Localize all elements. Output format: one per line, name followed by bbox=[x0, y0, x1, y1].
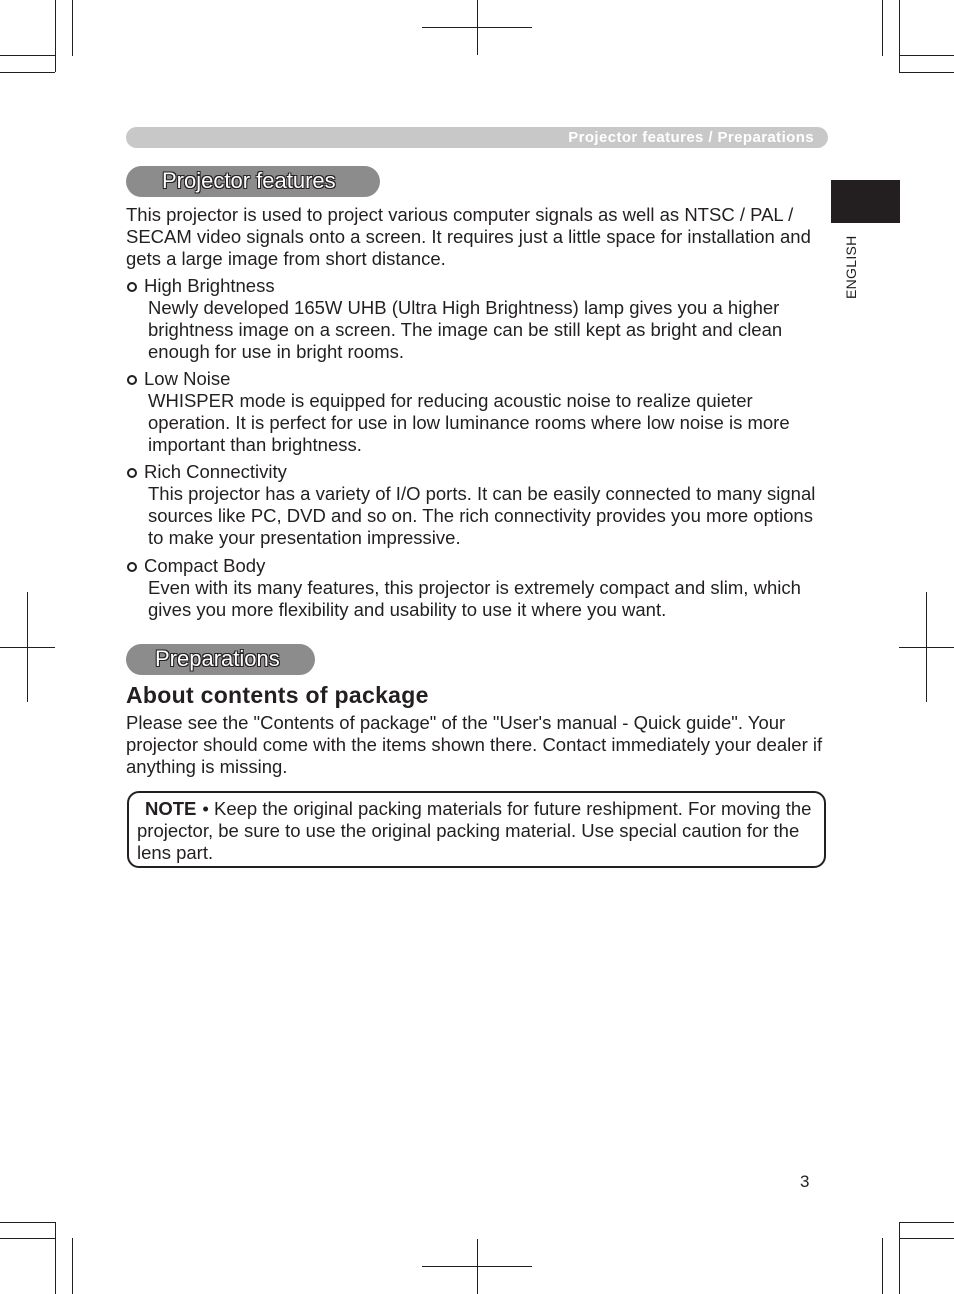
bullet-ring-icon bbox=[127, 375, 137, 385]
bullet-ring-icon bbox=[127, 562, 137, 572]
crop-mark bbox=[72, 1238, 73, 1294]
language-tab bbox=[831, 180, 900, 223]
section-title-text: Projector features bbox=[162, 168, 336, 193]
crop-mark bbox=[55, 0, 56, 72]
features-intro: This projector is used to project various computer signals as well as NTSC / PAL / SECAM video signals onto a screen. It requires just a little space for installation and gets a large image from short distance. bbox=[126, 204, 811, 269]
crop-mark bbox=[422, 27, 532, 28]
crop-mark bbox=[0, 647, 55, 648]
feature-title-compact-body: Compact Body bbox=[127, 555, 265, 577]
section-title-features bbox=[126, 166, 380, 197]
crop-mark bbox=[72, 0, 73, 56]
note-text: • Keep the original packing materials for future reshipment. For moving the projector, be sure to use the original packing material. Use special caution for the lens part. bbox=[137, 798, 812, 863]
crop-mark bbox=[899, 72, 954, 73]
note-paragraph bbox=[137, 798, 817, 864]
note-box bbox=[127, 791, 826, 868]
language-label: ENGLISH bbox=[843, 235, 859, 299]
breadcrumb: Projector features / Preparations bbox=[568, 129, 814, 146]
feature-text-low-noise: WHISPER mode is equipped for reducing acoustic noise to realize quieter operation. It is perfect for use in low luminance rooms where low noise is more important than brightness. bbox=[148, 390, 790, 455]
section-title-preparations bbox=[126, 644, 315, 675]
preparations-text: Please see the "Contents of package" of the "User's manual - Quick guide". Your projector should come with the items shown there. Contact immediately your dealer if anything is missing. bbox=[126, 712, 823, 777]
crop-mark bbox=[0, 55, 55, 56]
feature-title-rich-connectivity: Rich Connectivity bbox=[127, 461, 287, 483]
feature-text-high-brightness: Newly developed 165W UHB (Ultra High Brightness) lamp gives you a higher brightness image on a screen. The image can be still kept as bright and clean enough for use in bright rooms. bbox=[148, 297, 783, 362]
crop-mark bbox=[0, 1222, 55, 1223]
crop-mark bbox=[899, 647, 954, 648]
crop-mark bbox=[899, 0, 900, 72]
page-number: 3 bbox=[800, 1172, 810, 1191]
crop-mark bbox=[422, 1266, 532, 1267]
crop-mark bbox=[882, 0, 883, 56]
crop-mark bbox=[0, 72, 55, 73]
subheading-contents-of-package: About contents of package bbox=[126, 682, 429, 708]
crop-mark bbox=[0, 1238, 55, 1239]
feature-text-compact-body: Even with its many features, this projector is extremely compact and slim, which gives you more flexibility and usability to use it where you want. bbox=[148, 577, 801, 620]
crop-mark bbox=[882, 1238, 883, 1294]
running-header bbox=[126, 127, 828, 148]
feature-text-rich-connectivity: This projector has a variety of I/O ports. It can be easily connected to many signal sources like PC, DVD and so on. The rich connectivity provides you more options to make your presentation impressive. bbox=[148, 483, 816, 548]
bullet-ring-icon bbox=[127, 282, 137, 292]
crop-mark bbox=[899, 1222, 900, 1294]
bullet-ring-icon bbox=[127, 468, 137, 478]
feature-title-low-noise: Low Noise bbox=[127, 368, 230, 390]
section-title-text: Preparations bbox=[155, 646, 280, 671]
feature-title-high-brightness: High Brightness bbox=[127, 275, 275, 297]
note-label: NOTE bbox=[145, 798, 197, 819]
crop-mark bbox=[55, 1222, 56, 1294]
crop-mark bbox=[899, 1222, 954, 1223]
crop-mark bbox=[899, 1238, 954, 1239]
crop-mark bbox=[899, 55, 954, 56]
